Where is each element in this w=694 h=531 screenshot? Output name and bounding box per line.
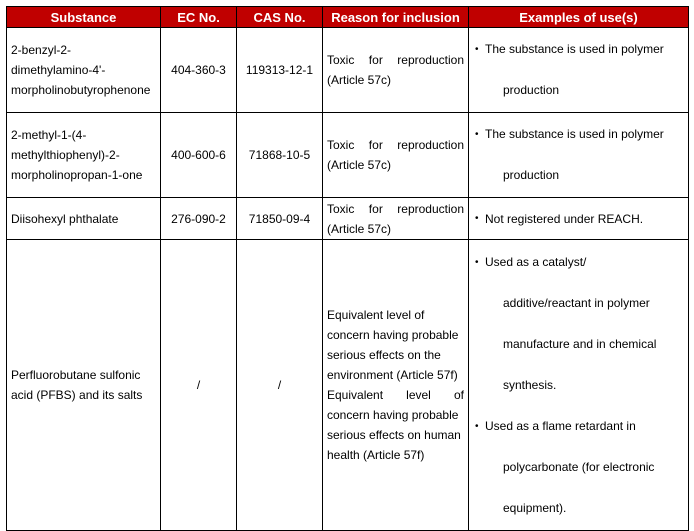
bullet-icon: • <box>475 420 479 432</box>
header-ec-no: EC No. <box>161 7 237 28</box>
examples-cell <box>469 198 689 240</box>
header-substance: Substance <box>7 7 161 28</box>
header-cas-no: CAS No. <box>237 7 323 28</box>
list-item: • Used as a catalyst/ <box>475 242 684 283</box>
header-row <box>7 7 689 28</box>
header-examples: Examples of use(s) <box>469 7 689 28</box>
list-item: • Used as a flame retardant in <box>475 406 684 447</box>
list-item: • Not registered under REACH. <box>475 209 684 229</box>
reason-cell: Equivalent level of concern having probable serious effects on the environment (Article 57f) Equivalent level of concern having probable serious effects on human health (Article 57f) <box>323 240 469 531</box>
reason-cell: Toxic for reproduction (Article 57c) <box>323 198 469 240</box>
reason-cell: Toxic for reproduction (Article 57c) <box>323 113 469 198</box>
table-row <box>7 28 689 113</box>
substance-cell: 2-methyl-1-(4- methylthiophenyl)-2- morpholinopropan-1-one <box>7 113 161 198</box>
table-row <box>7 240 689 531</box>
header-reason: Reason for inclusion <box>323 7 469 28</box>
list-item: • The substance is used in polymer <box>475 114 684 155</box>
cas-cell: 119313-12-1 <box>237 28 323 113</box>
cas-cell: / <box>237 240 323 531</box>
substance-table <box>6 6 689 531</box>
cas-cell: 71868-10-5 <box>237 113 323 198</box>
bullet-icon: • <box>475 256 479 268</box>
bullet-icon: • <box>475 129 479 140</box>
table-row <box>7 113 689 198</box>
substance-cell: Perfluorobutane sulfonic acid (PFBS) and its salts <box>7 240 161 531</box>
ec-cell: 400-600-6 <box>161 113 237 198</box>
examples-cell: • Used as a catalyst/ additive/reactant in polymer manufacture and in chemical synthesis. • Used as a flame retardant in polycarbonate (for electronic equipment). <box>469 240 689 531</box>
list-item: • The substance is used in polymer <box>475 29 684 70</box>
examples-cell: • The substance is used in polymer production <box>469 28 689 113</box>
cas-cell: 71850-09-4 <box>237 198 323 240</box>
ec-cell: / <box>161 240 237 531</box>
ec-cell: 276-090-2 <box>161 198 237 240</box>
ec-cell: 404-360-3 <box>161 28 237 113</box>
substance-cell: Diisohexyl phthalate <box>7 198 161 240</box>
examples-cell: • The substance is used in polymer production <box>469 113 689 198</box>
reason-cell: Toxic for reproduction (Article 57c) <box>323 28 469 113</box>
bullet-icon: • <box>475 44 479 55</box>
bullet-icon: • <box>475 212 479 224</box>
table-row <box>7 198 689 240</box>
substance-cell: 2-benzyl-2- dimethylamino-4'- morpholinobutyrophenone <box>7 28 161 113</box>
